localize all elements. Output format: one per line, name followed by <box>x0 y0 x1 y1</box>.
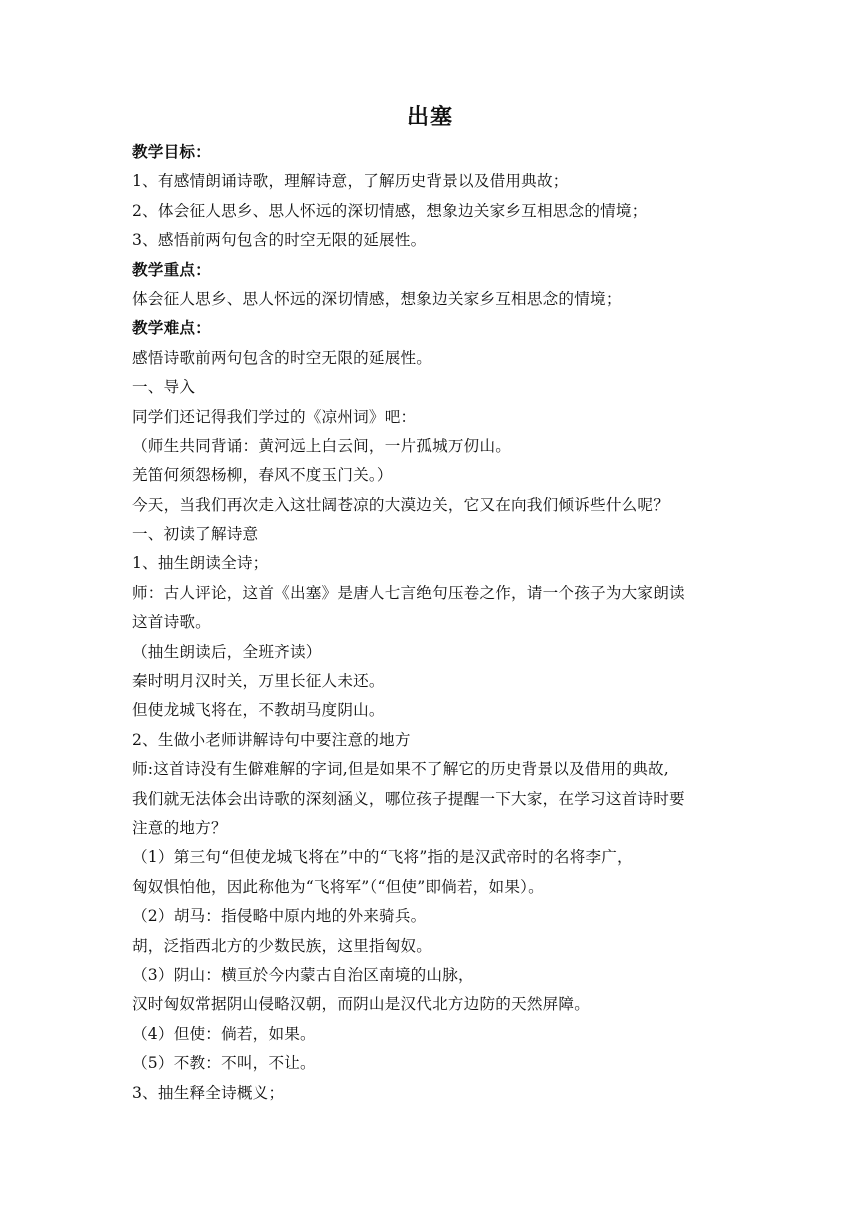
text-line: 秦时明月汉时关，万里长征人未还。 <box>132 672 385 691</box>
section-heading: 教学重点： <box>132 260 211 279</box>
text-line: （抽生朗读后，全班齐读） <box>132 642 322 661</box>
section-heading: 教学难点： <box>132 319 211 338</box>
text-line: 师：古人评论，这首《出塞》是唐人七言绝句压卷之作，请一个孩子为大家朗读 <box>132 583 685 602</box>
text-line: 汉时匈奴常据阴山侵略汉朝，而阴山是汉代北方边防的天然屏障。 <box>132 995 591 1014</box>
text-line: 今天，当我们再次走入这壮阔苍凉的大漠边关，它又在向我们倾诉些什么呢？ <box>132 495 669 514</box>
text-line: 一、初读了解诗意 <box>132 525 259 544</box>
text-line: 感悟诗歌前两句包含的时空无限的延展性。 <box>132 348 433 367</box>
text-line: 我们就无法体会出诗歌的深刻涵义，哪位孩子提醒一下大家，在学习这首诗时要 <box>132 789 685 808</box>
section-heading: 教学目标： <box>132 143 211 161</box>
text-line: 2、体会征人思乡、思人怀远的深切情感，想象边关家乡互相思念的情境； <box>132 201 648 220</box>
text-line: （1）第三句“但使龙城飞将在”中的“飞将”指的是汉武帝时的名将李广， <box>132 848 633 867</box>
text-line: 2、生做小老师讲解诗句中要注意的地方 <box>132 730 411 749</box>
text-line: 胡，泛指西北方的少数民族，这里指匈奴。 <box>132 936 433 955</box>
text-line: 羌笛何须怨杨柳，春风不度玉门关。） <box>132 466 393 485</box>
text-line: 但使龙城飞将在，不教胡马度阴山。 <box>132 701 385 720</box>
text-line: （师生共同背诵：黄河远上白云间，一片孤城万仞山。 <box>132 436 512 455</box>
document-title: 出塞 <box>406 105 453 130</box>
document-body <box>132 138 742 1108</box>
text-line: （5）不教：不叫，不让。 <box>132 1054 316 1073</box>
text-line: 师:这首诗没有生僻难解的字词,但是如果不了解它的历史背景以及借用的典故, <box>132 760 669 779</box>
text-line: 1、抽生朗读全诗； <box>132 554 269 573</box>
text-line: 3、感悟前两句包含的时空无限的延展性。 <box>132 231 427 250</box>
text-line: 注意的地方？ <box>132 818 227 837</box>
text-line: 同学们还记得我们学过的《凉州词》吧： <box>132 407 417 426</box>
text-line: 3、抽生释全诗概义； <box>132 1083 285 1102</box>
text-line: （4）但使：倘若，如果。 <box>132 1024 316 1043</box>
text-line: （3）阴山：横亘於今内蒙古自治区南境的山脉， <box>132 965 474 984</box>
text-line: 这首诗歌。 <box>132 613 211 632</box>
text-line: 匈奴惧怕他，因此称他为“飞将军”（“但使”即倘若，如果）。 <box>132 877 544 896</box>
text-line: （2）胡马：指侵略中原内地的外来骑兵。 <box>132 907 427 926</box>
text-line: 1、有感情朗诵诗歌，理解诗意，了解历史背景以及借用典故； <box>132 172 569 191</box>
text-line: 一、导入 <box>132 378 196 397</box>
text-line: 体会征人思乡、思人怀远的深切情感，想象边关家乡互相思念的情境； <box>132 289 622 308</box>
